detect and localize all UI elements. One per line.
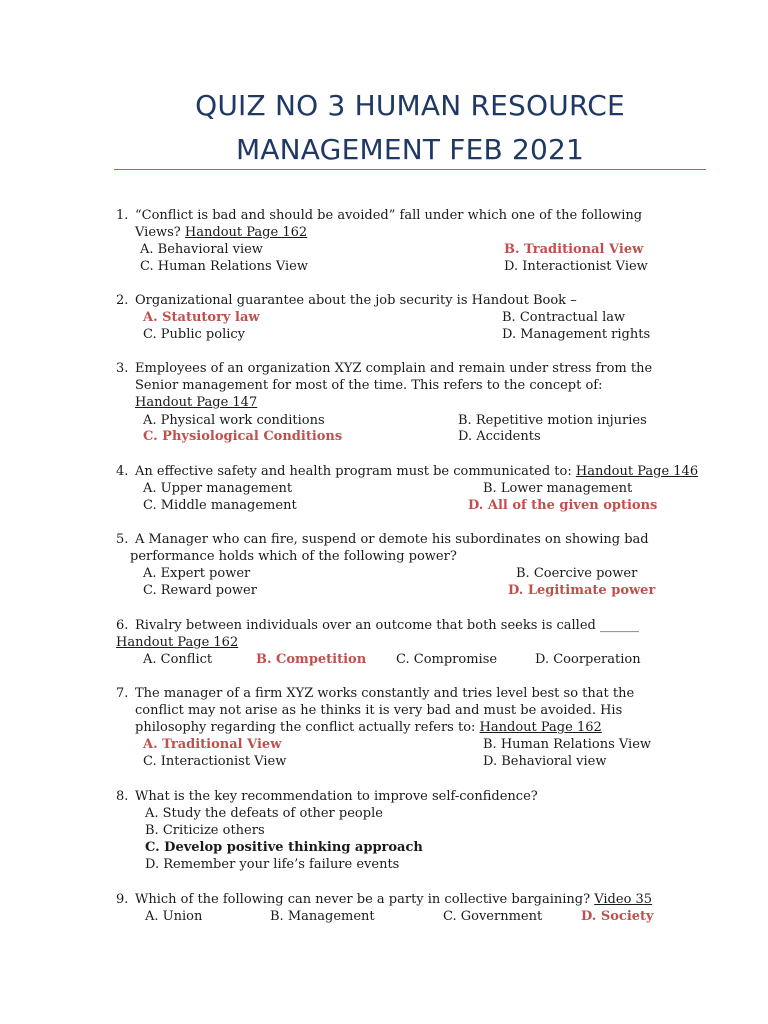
- question-number: 9.: [116, 892, 129, 907]
- question-number: 4.: [116, 464, 129, 479]
- option-a-correct: A. Traditional View: [143, 737, 282, 752]
- option-d: D. Behavioral view: [483, 754, 607, 769]
- option-a-correct: A. Statutory law: [143, 310, 260, 325]
- option-a: A. Study the defeats of other people: [145, 806, 383, 821]
- option-b: B. Coercive power: [516, 566, 638, 581]
- option-d-correct: D. Society: [581, 909, 654, 924]
- question-text: A Manager who can fire, suspend or demote his subordinates on showing bad: [135, 532, 649, 547]
- handout-reference: Handout Page 162: [116, 635, 239, 650]
- question-text: What is the key recommendation to improve self-confidence?: [135, 789, 538, 804]
- handout-reference: Handout Page 162: [184, 225, 308, 240]
- question-number: 5.: [116, 532, 129, 547]
- option-b: B. Contractual law: [502, 310, 626, 325]
- question-text: Employees of an organization XYZ complain and remain under stress from the: [135, 361, 653, 376]
- question-number: 1.: [116, 208, 129, 223]
- video-reference: Video 35: [594, 892, 653, 907]
- option-b: B. Criticize others: [145, 823, 265, 838]
- option-d: D. Accidents: [458, 429, 541, 444]
- title-underline: [114, 169, 706, 170]
- option-c: C. Middle management: [143, 498, 297, 513]
- option-c: C. Compromise: [396, 652, 498, 667]
- question-text-cont-2: philosophy regarding the conflict actually refers to: Handout Page 162: [135, 720, 602, 735]
- option-c: C. Government: [443, 909, 543, 924]
- option-b-correct: B. Traditional View: [504, 242, 644, 257]
- option-b: B. Human Relations View: [483, 737, 652, 752]
- title-line-2: MANAGEMENT FEB 2021: [235, 133, 585, 166]
- handout-reference: Handout Page 146: [575, 464, 699, 479]
- question-number: 7.: [116, 686, 129, 701]
- question-text-cont: Senior management for most of the time. This refers to the concept of:: [135, 378, 603, 393]
- option-c: C. Reward power: [143, 583, 257, 598]
- question-text: An effective safety and health program must be communicated to: Handout Page 146: [135, 464, 699, 479]
- option-b: B. Management: [270, 909, 375, 924]
- option-a: A. Conflict: [143, 652, 213, 667]
- option-b: B. Repetitive motion injuries: [458, 413, 647, 428]
- question-text: Rivalry between individuals over an outcome that both seeks is called ______: [135, 618, 639, 633]
- option-a: A. Expert power: [143, 566, 251, 581]
- option-a: A. Union: [145, 909, 203, 924]
- option-b-correct: B. Competition: [256, 652, 367, 667]
- question-text: Which of the following can never be a party in collective bargaining? Video 35: [135, 892, 653, 907]
- option-c: C. Human Relations View: [140, 259, 308, 274]
- option-a: A. Physical work conditions: [143, 413, 325, 428]
- question-text-cont: conflict may not arise as he thinks it is very bad and must be avoided. His: [135, 703, 623, 718]
- option-d-correct: D. All of the given options: [468, 498, 658, 513]
- question-text: The manager of a firm XYZ works constantly and tries level best so that the: [135, 686, 635, 701]
- handout-reference: Handout Page 162: [479, 720, 602, 735]
- option-d: D. Interactionist View: [504, 259, 648, 274]
- option-d: D. Management rights: [502, 327, 651, 342]
- option-d: D. Remember your life’s failure events: [145, 857, 400, 872]
- question-number: 3.: [116, 361, 129, 376]
- question-number: 8.: [116, 789, 129, 804]
- question-number: 2.: [116, 293, 129, 308]
- handout-reference: Handout Page 147: [135, 395, 258, 410]
- option-c-correct: C. Physiological Conditions: [143, 429, 343, 444]
- question-text-cont: performance holds which of the following power?: [130, 549, 457, 564]
- question-text-cont: Views? Handout Page 162: [135, 225, 308, 240]
- question-text: Organizational guarantee about the job security is Handout Book –: [135, 293, 577, 308]
- option-c: C. Interactionist View: [143, 754, 287, 769]
- option-a: A. Behavioral view: [140, 242, 263, 257]
- option-c-correct: C. Develop positive thinking approach: [145, 840, 423, 855]
- option-b: B. Lower management: [483, 481, 633, 496]
- option-c: C. Public policy: [143, 327, 246, 342]
- question-text: “Conflict is bad and should be avoided” fall under which one of the following: [135, 208, 643, 223]
- question-number: 6.: [116, 618, 129, 633]
- option-d-correct: D. Legitimate power: [508, 583, 656, 598]
- title-line-1: QUIZ NO 3 HUMAN RESOURCE: [195, 89, 625, 122]
- option-a: A. Upper management: [143, 481, 293, 496]
- option-d: D. Coorperation: [535, 652, 641, 667]
